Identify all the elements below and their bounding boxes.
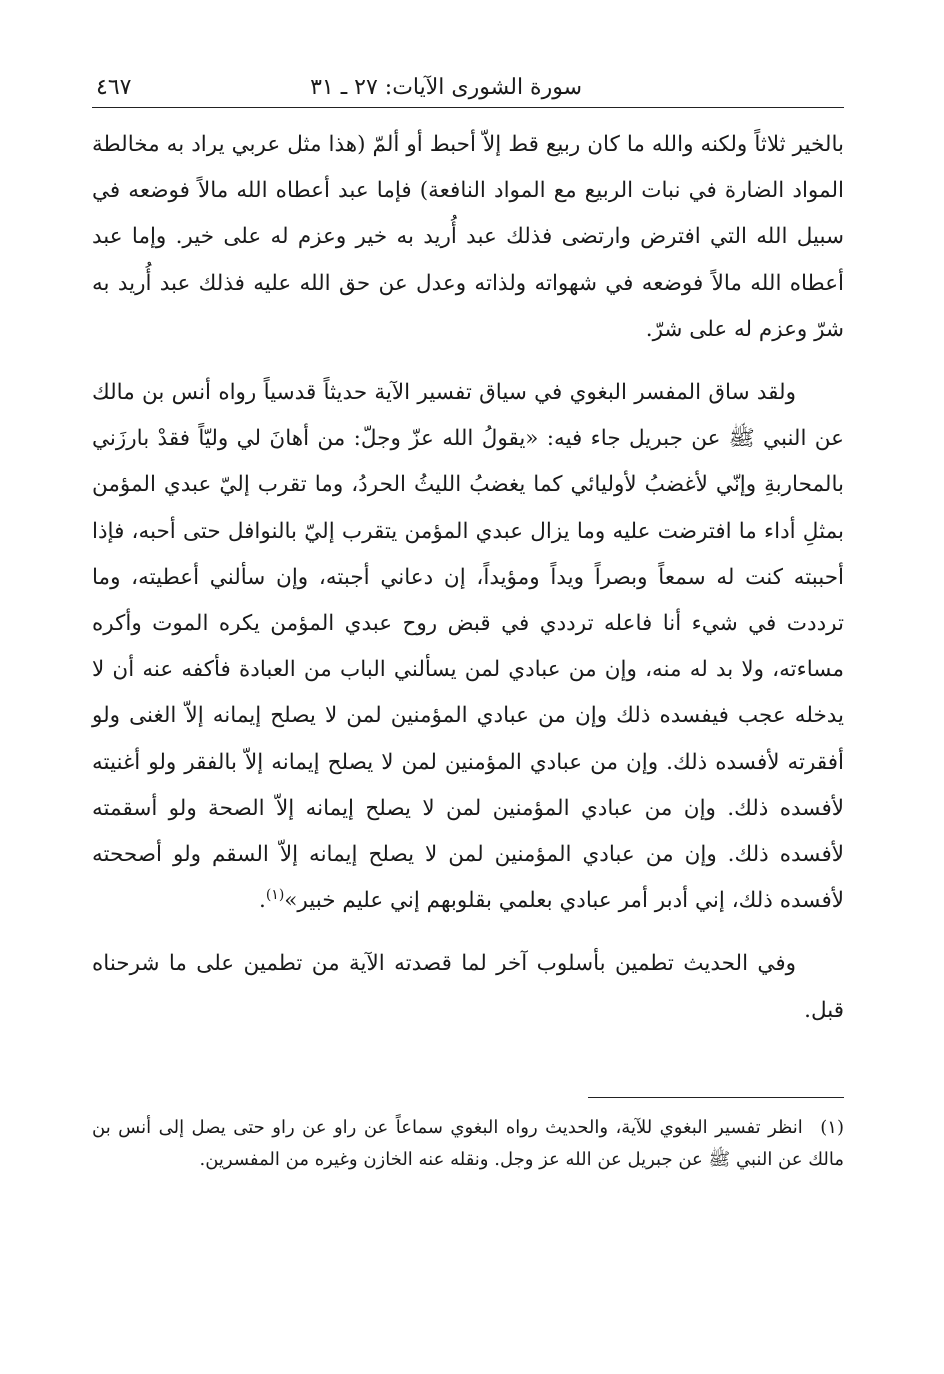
paragraph-2 [92,370,844,924]
paragraph-gap [92,924,844,941]
header-title: سورة الشورى الآيات: ٢٧ ـ ٣١ [310,75,582,100]
header-rule [92,107,844,108]
paragraph-3: وفي الحديث تطمين بأسلوب آخر لما قصدته الآية من تطمين على ما شرحناه قبل. [92,951,844,1023]
paragraph-2-text: ولقد ساق المفسر البغوي في سياق تفسير الآية حديثاً قدسياً رواه أنس بن مالك عن النبي ﷺ عن جبريل جاء فيه: «يقولُ الله عزّ وجلّ: من أهانَ لي وليّاً فقدْ بارزَني بالمحاربةِ وإنّي لأغضبُ لأوليائي كما يغضبُ الليثُ الحردُ، وما تقرب إليّ عبدي المؤمن بمثلِ أداء ما افترضت عليه وما يزال عبدي المؤمن يتقرب إليّ بالنوافل حتى أحبه، فإذا أحببته كنت له سمعاً وبصراً ويداً ومؤيداً، إن دعاني أجبته، وإن سألني أعطيته، وما ترددت في شيء أنا فاعله ترددي في قبض روح عبدي المؤمن يكره الموت وأكره مساءته، ولا بد له منه، وإن من عبادي لمن يسألني الباب من العبادة فأكفه عنه أن لا يدخله عجب فيفسده ذلك وإن من عبادي المؤمنين لمن لا يصلح إيمانه إلاّ الغنى ولو أفقرته لأفسده ذلك. وإن من عبادي المؤمنين لمن لا يصلح إيمانه إلاّ بالفقر ولو أغنيته لأفسده ذلك. وإن من عبادي المؤمنين لمن لا يصلح إيمانه إلاّ الصحة ولو أسقمته لأفسده ذلك. وإن من عبادي المؤمنين لمن لا يصلح إيمانه إلاّ السقم ولو أصححته لأفسده ذلك، إني أدبر أمر عبادي بعلمي بقلوبهم إني عليم خبير» [92,380,844,914]
paragraph-gap [92,353,844,370]
footnote-text: انظر تفسير البغوي للآية، والحديث رواه البغوي سماعاً عن راو عن راو حتى يصل إلى أنس بن مالك عن النبي ﷺ عن جبريل عن الله عز وجل. ونقله عنه الخازن وغيره من المفسرين. [92,1117,844,1170]
page-number: ٤٦٧ [96,75,132,100]
paragraph-2-end: . [258,888,266,914]
footnote-reference[interactable]: (١) [265,887,285,904]
footnote-rule [588,1097,844,1098]
paragraph-1: بالخير ثلاثاً ولكنه والله ما كان ربيع قط إلاّ أحبط أو ألمّ (هذا مثل عربي يراد به مخالطة المواد الضارة في نبات الربيع مع المواد النافعة) فإما عبد أعطاه الله مالاً فوضعه في سبيل الله التي افترض وارتضى فذلك عبد أُريد به خير وعزم له على خير. وإما عبد أعطاه الله مالاً فوضعه في شهواته ولذاته وعدل عن حق الله عليه فذلك عبد أُريد به شرّ وعزم له على شرّ. [92,132,844,342]
footnote-marker: (١) [820,1117,844,1138]
running-header [92,72,844,106]
footnote [92,1112,844,1175]
main-text [92,122,844,1034]
